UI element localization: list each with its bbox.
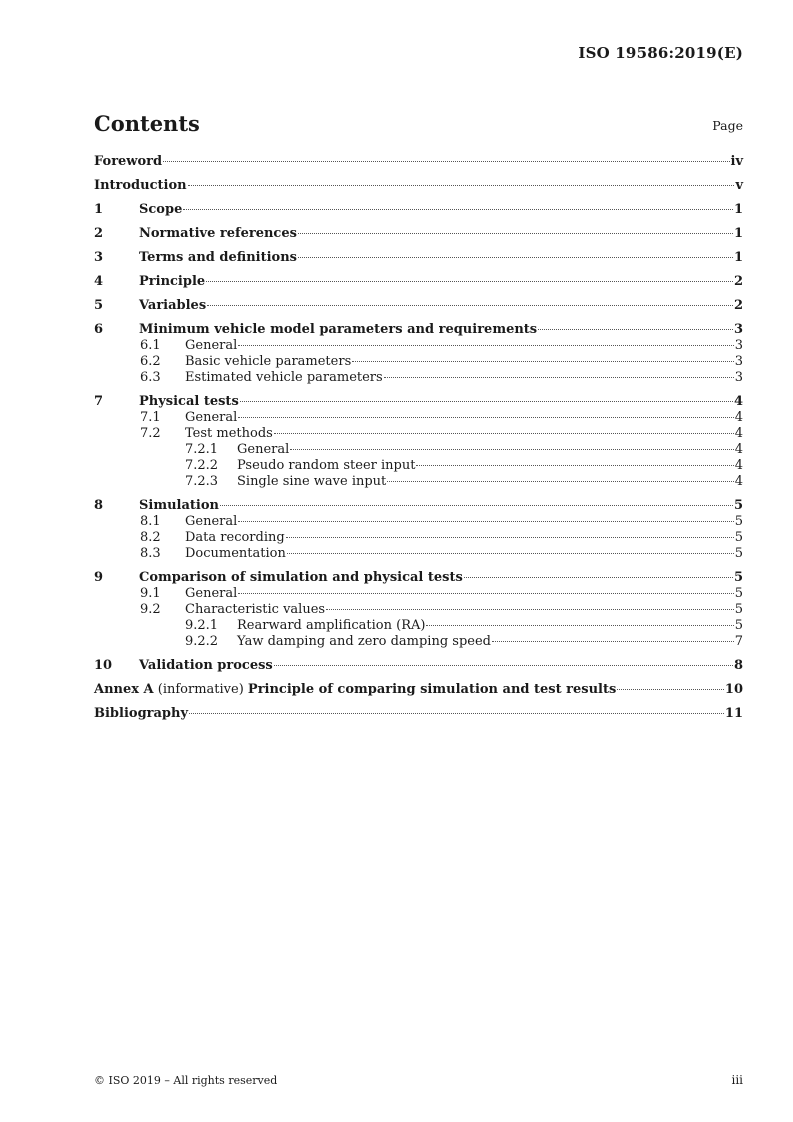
toc-entry-annex[interactable] [94, 682, 743, 698]
toc-entry[interactable] [94, 322, 743, 338]
toc-entry-number: 4 [94, 274, 104, 289]
toc-entry[interactable] [94, 530, 743, 546]
annex-title: Principle of comparing simulation and test results [247, 682, 617, 697]
dot-leader [287, 553, 734, 554]
toc-entry[interactable] [94, 298, 743, 314]
toc-entry-page: 3 [733, 322, 743, 337]
toc-entry-title: Variables [139, 298, 207, 313]
toc-entry[interactable] [94, 514, 743, 530]
page-number: iii [731, 1073, 743, 1087]
dot-leader [426, 625, 733, 626]
dot-leader [464, 577, 733, 578]
dot-leader [416, 465, 733, 466]
dot-leader [238, 521, 733, 522]
toc-entry-page: 5 [733, 498, 743, 513]
toc-entry[interactable] [94, 354, 743, 370]
toc-entry-page: 5 [734, 530, 743, 545]
toc-entry[interactable] [94, 474, 743, 490]
toc-entry-number: 7.2.3 [185, 474, 219, 489]
dot-leader [238, 593, 733, 594]
toc-entry-number: 7.1 [140, 410, 161, 425]
toc-entry[interactable] [94, 274, 743, 290]
dot-leader [274, 665, 733, 666]
dot-leader [298, 233, 733, 234]
toc-entry[interactable] [94, 370, 743, 386]
toc-entry-number: 8 [94, 498, 104, 513]
toc-entry-number: 7.2 [140, 426, 161, 441]
toc-entry[interactable] [94, 226, 743, 242]
toc-entry-number: 9.2 [140, 602, 161, 617]
toc-entry-number: 7 [94, 394, 104, 409]
toc-entry-page: 4 [734, 442, 743, 457]
toc-entry-number: 6.2 [140, 354, 161, 369]
toc-entry-title: Normative references [139, 226, 297, 241]
toc-entry-title: Minimum vehicle model parameters and requirements [139, 322, 538, 337]
toc-entry-number: 8.2 [140, 530, 161, 545]
toc-entry-page: v [735, 178, 743, 193]
toc-entry-title: Estimated vehicle parameters [185, 370, 383, 385]
dot-leader [238, 345, 733, 346]
toc-entry-page: 4 [733, 394, 743, 409]
toc-entry-title: Documentation [185, 546, 286, 561]
toc-entry-page: 1 [733, 250, 743, 265]
toc-entry-title: Pseudo random steer input [237, 458, 416, 473]
dot-leader [189, 713, 724, 714]
toc-entry-page: iv [730, 154, 743, 169]
dot-leader [617, 689, 724, 690]
dot-leader [387, 481, 733, 482]
toc-entry[interactable] [94, 250, 743, 266]
toc-entry[interactable] [94, 410, 743, 426]
toc-entry-title: Physical tests [139, 394, 239, 409]
toc-entry[interactable] [94, 586, 743, 602]
toc-entry-number: 8.1 [140, 514, 161, 529]
toc-entry-title: General [185, 338, 238, 353]
toc-entry-number: 1 [94, 202, 104, 217]
toc-entry-title: Scope [139, 202, 183, 217]
toc-entry-title: General [185, 410, 238, 425]
toc-entry-number: 6.3 [140, 370, 161, 385]
toc-entry-title: Principle [139, 274, 206, 289]
dot-leader [384, 377, 734, 378]
toc-entry-page: 4 [734, 426, 743, 441]
toc-entry[interactable] [94, 546, 743, 562]
dot-leader [240, 401, 733, 402]
toc-entry[interactable] [94, 658, 743, 674]
toc-entry-bibliography[interactable] [94, 706, 743, 722]
toc-entry-page: 3 [734, 370, 743, 385]
table-of-contents [94, 154, 743, 722]
toc-entry[interactable] [94, 178, 743, 194]
toc-entry-title: Validation process [139, 658, 273, 673]
toc-entry-number: 9.1 [140, 586, 161, 601]
toc-entry-title: Introduction [94, 178, 187, 193]
dot-leader [207, 305, 733, 306]
toc-entry-title: General [237, 442, 290, 457]
toc-entry-number: 6.1 [140, 338, 161, 353]
toc-entry-page: 8 [733, 658, 743, 673]
dot-leader [326, 609, 734, 610]
toc-entry-page: 4 [734, 458, 743, 473]
toc-entry-title: General [185, 514, 238, 529]
toc-entry-page: 2 [733, 298, 743, 313]
toc-entry-title: Terms and definitions [139, 250, 297, 265]
dot-leader [274, 433, 734, 434]
toc-entry[interactable] [94, 570, 743, 586]
toc-entry-title: Simulation [139, 498, 219, 513]
toc-entry-title: Data recording [185, 530, 285, 545]
toc-entry-page: 4 [734, 474, 743, 489]
toc-entry-page: 5 [734, 618, 743, 633]
toc-entry-page: 5 [734, 586, 743, 601]
toc-entry-number: 9 [94, 570, 104, 585]
toc-entry-title: Single sine wave input [237, 474, 387, 489]
page-column-label: Page [712, 118, 743, 133]
dot-leader [352, 361, 733, 362]
toc-entry[interactable] [94, 202, 743, 218]
toc-entry-title: Rearward amplification (RA) [237, 618, 426, 633]
toc-entry-page: 1 [733, 226, 743, 241]
dot-leader [163, 161, 729, 162]
toc-entry-page: 5 [733, 570, 743, 585]
dot-leader [206, 281, 733, 282]
toc-entry-number: 8.3 [140, 546, 161, 561]
toc-entry-page: 3 [734, 338, 743, 353]
toc-entry-number: 9.2.2 [185, 634, 219, 649]
annex-label: Annex A [94, 682, 154, 697]
document-id: ISO 19586:2019(E) [578, 44, 743, 62]
dot-leader [286, 537, 734, 538]
toc-entry-title: Yaw damping and zero damping speed [237, 634, 491, 649]
toc-entry-page: 5 [734, 546, 743, 561]
toc-entry-number: 5 [94, 298, 104, 313]
dot-leader [538, 329, 733, 330]
toc-entry-page: 5 [734, 514, 743, 529]
toc-entry[interactable] [94, 602, 743, 618]
bibliography-page: 11 [724, 706, 743, 721]
toc-entry-title: Characteristic values [185, 602, 326, 617]
toc-entry-title: Test methods [185, 426, 273, 441]
dot-leader [492, 641, 734, 642]
dot-leader [298, 257, 733, 258]
dot-leader [238, 417, 733, 418]
toc-entry-page: 5 [734, 602, 743, 617]
toc-entry-number: 3 [94, 250, 104, 265]
toc-entry-page: 7 [734, 634, 743, 649]
toc-entry[interactable] [94, 338, 743, 354]
toc-entry-page: 1 [733, 202, 743, 217]
toc-entry[interactable] [94, 458, 743, 474]
toc-entry-number: 10 [94, 658, 113, 673]
dot-leader [290, 449, 733, 450]
toc-entry-title: General [185, 586, 238, 601]
toc-entry-page: 4 [734, 410, 743, 425]
annex-page: 10 [724, 682, 743, 697]
toc-entry[interactable] [94, 618, 743, 634]
toc-entry[interactable] [94, 634, 743, 650]
toc-entry-page: 3 [734, 354, 743, 369]
toc-entry-title: Comparison of simulation and physical tests [139, 570, 463, 585]
dot-leader [183, 209, 733, 210]
toc-entry[interactable] [94, 154, 743, 170]
toc-entry[interactable] [94, 426, 743, 442]
copyright-notice: © ISO 2019 – All rights reserved [94, 1074, 278, 1087]
contents-heading: Contents [94, 111, 200, 136]
toc-entry-number: 9.2.1 [185, 618, 219, 633]
toc-entry-page: 2 [733, 274, 743, 289]
dot-leader [220, 505, 733, 506]
toc-entry[interactable] [94, 498, 743, 514]
bibliography-title: Bibliography [94, 706, 189, 721]
toc-entry-number: 6 [94, 322, 104, 337]
toc-entry-number: 7.2.1 [185, 442, 219, 457]
toc-entry[interactable] [94, 394, 743, 410]
toc-entry-title: Foreword [94, 154, 163, 169]
annex-type: (informative) [153, 682, 248, 697]
dot-leader [188, 185, 735, 186]
toc-entry-number: 2 [94, 226, 104, 241]
toc-entry-number: 7.2.2 [185, 458, 219, 473]
toc-entry[interactable] [94, 442, 743, 458]
toc-entry-title: Basic vehicle parameters [185, 354, 352, 369]
